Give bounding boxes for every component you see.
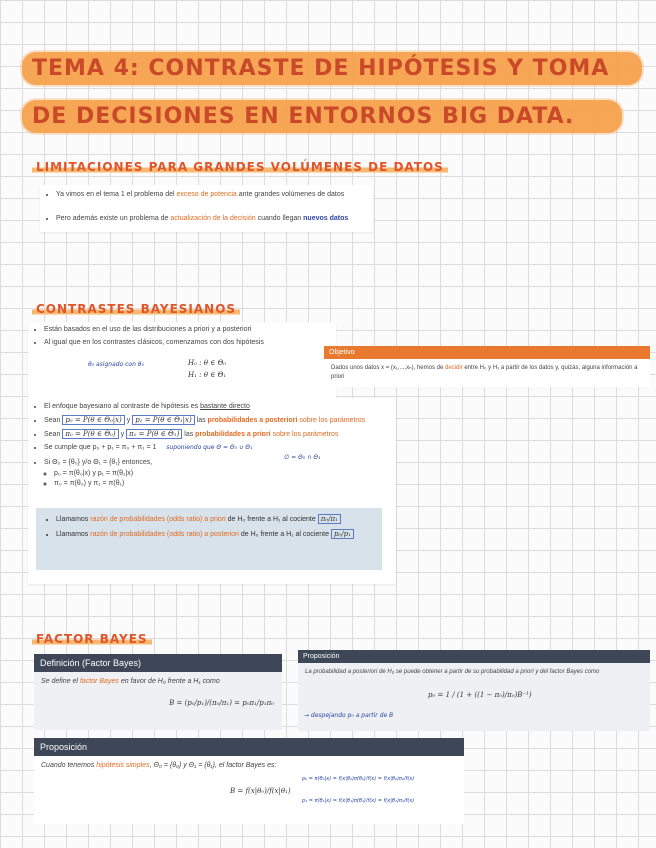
- odds-ratio-aposteriori: • Llamamos razón de probabilidades (odds ratio) a posteriori de H₀ frente a H₁ al cociente p₀/p₁: [56, 529, 374, 540]
- proposicion-2-header: Proposición: [34, 738, 464, 756]
- limitaciones-card: [40, 185, 373, 232]
- proposicion-2-box: [34, 738, 464, 824]
- proposicion-1-header: Proposición: [298, 650, 650, 663]
- bayesianos-bullet-1: • Están basados en el uso de las distribuciones a priori y a posteriori: [44, 325, 332, 335]
- definicion-equation: B = (p₀/p₁)/(π₀/π₁) = p₀π₁/p₁π₀: [169, 699, 274, 707]
- title-line-1: TEMA 4: CONTRASTE DE HIPÓTESIS Y TOMA: [22, 52, 642, 85]
- enfoque-bullet-1: • El enfoque bayesiano al contraste de hipótesis es bastante directo: [44, 402, 392, 412]
- hypothesis-h1: H₁ : θ ∈ Θ₁: [188, 371, 227, 379]
- proposicion-1-handwritten: → despejando p₀ a partir de B: [304, 712, 394, 719]
- section-heading-factor-bayes: FACTOR BAYES: [32, 632, 152, 646]
- bayesianos-intro-card: [28, 322, 336, 398]
- proposicion-2-handwritten-2: p₁ = π(θ₁|x) = f(x|θ₁)π(θ₁)/f(x) = f(x|θ₁)π₁/f(x): [302, 798, 415, 804]
- enfoque-bullet-3: • Sean π₀ = P(θ ∈ Θ₀) y π₁ = P(θ ∈ Θ₁) las probabilidades a priori sobre los parámetros: [44, 429, 392, 440]
- enfoque-subbullet-1: ◦ p₀ = π(θ₀|x) y p₁ = π(θ₁|x): [54, 469, 392, 479]
- hypothesis-h0: H₀ : θ ∈ Θ₀: [188, 359, 227, 367]
- odds-ratio-box: [36, 508, 382, 570]
- enfoque-bullet-5: • Si Θ₀ = {θ₀} y/o Θ₁ = {θ₁} entonces, ◦ p₀ = π(θ₀|x) y p₁ = π(θ₁|x) ◦ π₀ = π(θ₀) y π₁ = π(θ₁): [44, 458, 392, 489]
- objetivo-header: Objetivo: [324, 346, 650, 359]
- limitaciones-bullet-2: • Pero además existe un problema de actualización de la decisión cuando llegan nuevos datos: [56, 214, 369, 224]
- objetivo-box: [324, 346, 650, 387]
- enfoque-subbullet-2: ◦ π₀ = π(θ₀) y π₁ = π(θ₁): [54, 479, 392, 489]
- title-line-2: DE DECISIONES EN ENTORNOS BIG DATA.: [22, 100, 622, 133]
- proposicion-2-body: Cuando tenemos hipótesis simples, Θ₀ = {θ₀} y Θ₁ = {θ₁}, el factor Bayes es: B = f(x|θ₀)/f(x|θ₁) p₀ = π(θ₀|x) = f(x|θ₀)π(θ₀)/f(x) = f(x|θ₀)π₀/f(x) p₁ = π(θ₁|x) = f(x|θ₁)π(θ₁)/f(x) = f(x|θ₁)π₁/f(x): [34, 756, 464, 824]
- definicion-box: [34, 654, 282, 730]
- definicion-header: Definición (Factor Bayes): [34, 654, 282, 672]
- proposicion-1-equation: p₀ = 1 / (1 + ((1 − π₀)/π₀)B⁻¹): [428, 691, 532, 699]
- proposicion-2-equation: B = f(x|θ₀)/f(x|θ₁): [230, 787, 291, 795]
- proposicion-1-box: [298, 650, 650, 731]
- limitaciones-bullet-1: • Ya vimos en el tema 1 el problema del exceso de potencia ante grandes volúmenes de datos: [56, 190, 369, 200]
- handwritten-note-theta: θ₀ asignado con θ₀: [88, 361, 144, 368]
- section-heading-bayesianos: CONTRASTES BAYESIANOS: [32, 302, 240, 316]
- proposicion-1-body: La probabilidad a posteriori de H₀ se puede obtener a partir de su probabilidad a priori y del factor Bayes como p₀ = 1 / (1 + ((1 − π₀)/π₀)B⁻¹) → despejando p₀ a partir de B: [298, 663, 650, 731]
- enfoque-bullet-4: • Se cumple que p₀ + p₁ = π₀ + π₁ = 1 suponiendo que Θ = Θ₀ ∪ Θ₁ ∅ = Θ₀ ∩ Θ₁: [44, 443, 392, 463]
- bayesianos-bullet-2: • Al igual que en los contrastes clásicos, comenzamos con dos hipótesis: [44, 338, 332, 348]
- definicion-body: Se define el factor Bayes en favor de H₀ frente a H₁ como B = (p₀/p₁)/(π₀/π₁) = p₀π₁/p₁π₀: [34, 672, 282, 730]
- objetivo-body: Dados unos datos x = (x₁,...,xₙ), hemos de decidir entre H₀ y H₁ a partir de los datos y, quizás, alguna información a priori: [324, 359, 650, 387]
- section-heading-limitaciones: LIMITACIONES PARA GRANDES VOLÚMENES DE DATOS: [32, 160, 448, 174]
- enfoque-bullet-2: • Sean p₀ = P(θ ∈ Θ₀|x) y p₁ = P(θ ∈ Θ₁|x) las probabilidades a posteriori sobre los parámetros: [44, 415, 392, 426]
- odds-ratio-apriori: • Llamamos razón de probabilidades (odds ratio) a priori de H₀ frente a H₁ al cociente π₀/π₁: [56, 514, 374, 525]
- proposicion-2-handwritten-1: p₀ = π(θ₀|x) = f(x|θ₀)π(θ₀)/f(x) = f(x|θ₀)π₀/f(x): [302, 776, 415, 782]
